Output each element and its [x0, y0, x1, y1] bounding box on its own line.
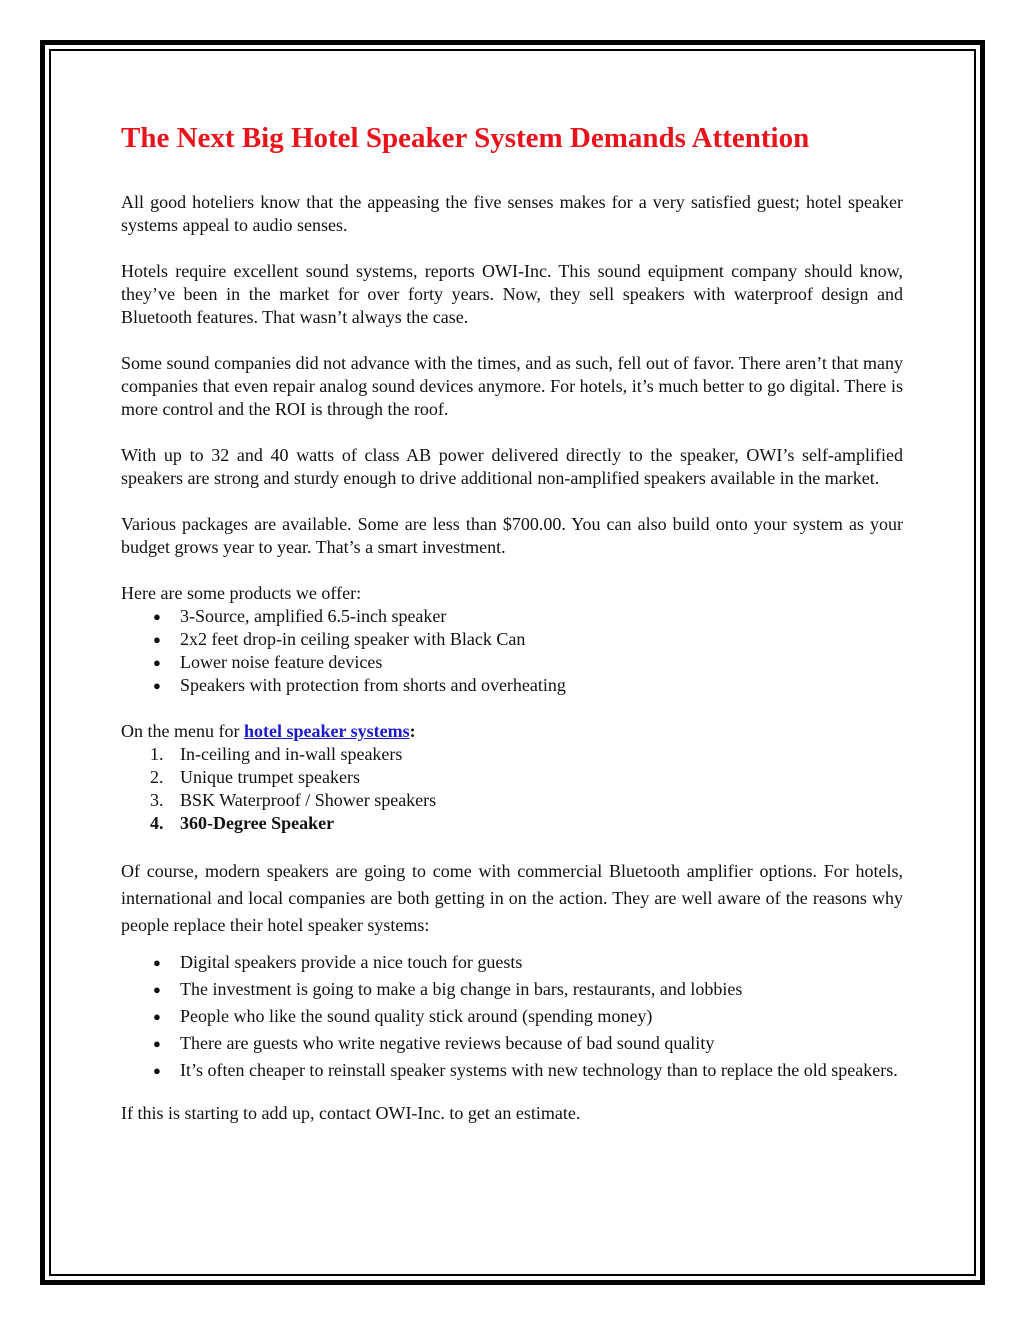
list-item: ● People who like the sound quality stick around (spending money): [180, 1003, 903, 1030]
list-item: ● It’s often cheaper to reinstall speaker systems with new technology than to replace the old speakers.: [180, 1057, 903, 1084]
hotel-speaker-systems-link[interactable]: hotel speaker systems: [243, 721, 410, 741]
products-intro: Here are some products we offer:: [121, 583, 362, 603]
document-body: [121, 118, 903, 1148]
paragraph-power: With up to 32 and 40 watts of class AB power delivered directly to the speaker, OWI’s self-amplified speakers are strong and sturdy enough to drive additional non-amplified speakers available in the market.: [121, 445, 903, 488]
paragraph-owi: Hotels require excellent sound systems, reports OWI-Inc. This sound equipment company should know, they’ve been in the market for over forty years. Now, they sell speakers with waterproof design and Bluetooth features. That wasn’t always the case.: [121, 261, 903, 327]
list-item: 360-Degree Speaker: [180, 813, 335, 833]
reasons-list: [121, 949, 903, 1084]
products-list: [121, 605, 903, 697]
paragraph-packages: Various packages are available. Some are less than $700.00. You can also build onto your system as your budget grows year to year. That’s a smart investment.: [121, 514, 903, 557]
document-title: The Next Big Hotel Speaker System Demands Attention: [121, 122, 810, 154]
list-item: ● 2x2 feet drop-in ceiling speaker with Black Can: [180, 628, 903, 651]
menu-intro: [121, 720, 903, 743]
paragraph-bluetooth: Of course, modern speakers are going to come with commercial Bluetooth amplifier options. For hotels, international and local companies are both getting in on the action. They are well aware of the reasons why people replace their hotel speaker systems:: [121, 861, 903, 935]
list-item: ● Speakers with protection from shorts and overheating: [180, 674, 903, 697]
list-item: Unique trumpet speakers: [180, 767, 360, 787]
paragraph-intro: All good hoteliers know that the appeasing the five senses makes for a very satisfied guest; hotel speaker systems appeal to audio senses.: [121, 192, 903, 235]
list-item: ● Lower noise feature devices: [180, 651, 903, 674]
list-item: BSK Waterproof / Shower speakers: [180, 790, 437, 810]
list-item: ● Digital speakers provide a nice touch for guests: [180, 949, 903, 976]
list-item: ● The investment is going to make a big change in bars, restaurants, and lobbies: [180, 976, 903, 1003]
list-item: ● There are guests who write negative reviews because of bad sound quality: [180, 1030, 903, 1057]
menu-intro-text: On the menu for: [121, 721, 244, 741]
menu-list: [121, 743, 903, 835]
menu-colon: :: [409, 721, 416, 741]
list-item: In-ceiling and in-wall speakers: [180, 744, 403, 764]
list-item: ● 3-Source, amplified 6.5-inch speaker: [180, 605, 903, 628]
paragraph-analog: Some sound companies did not advance with the times, and as such, fell out of favor. There aren’t that many companies that even repair analog sound devices anymore. For hotels, it’s much better to go digital. There is more control and the ROI is through the roof.: [121, 353, 903, 419]
paragraph-closing: If this is starting to add up, contact OWI-Inc. to get an estimate.: [121, 1103, 581, 1123]
